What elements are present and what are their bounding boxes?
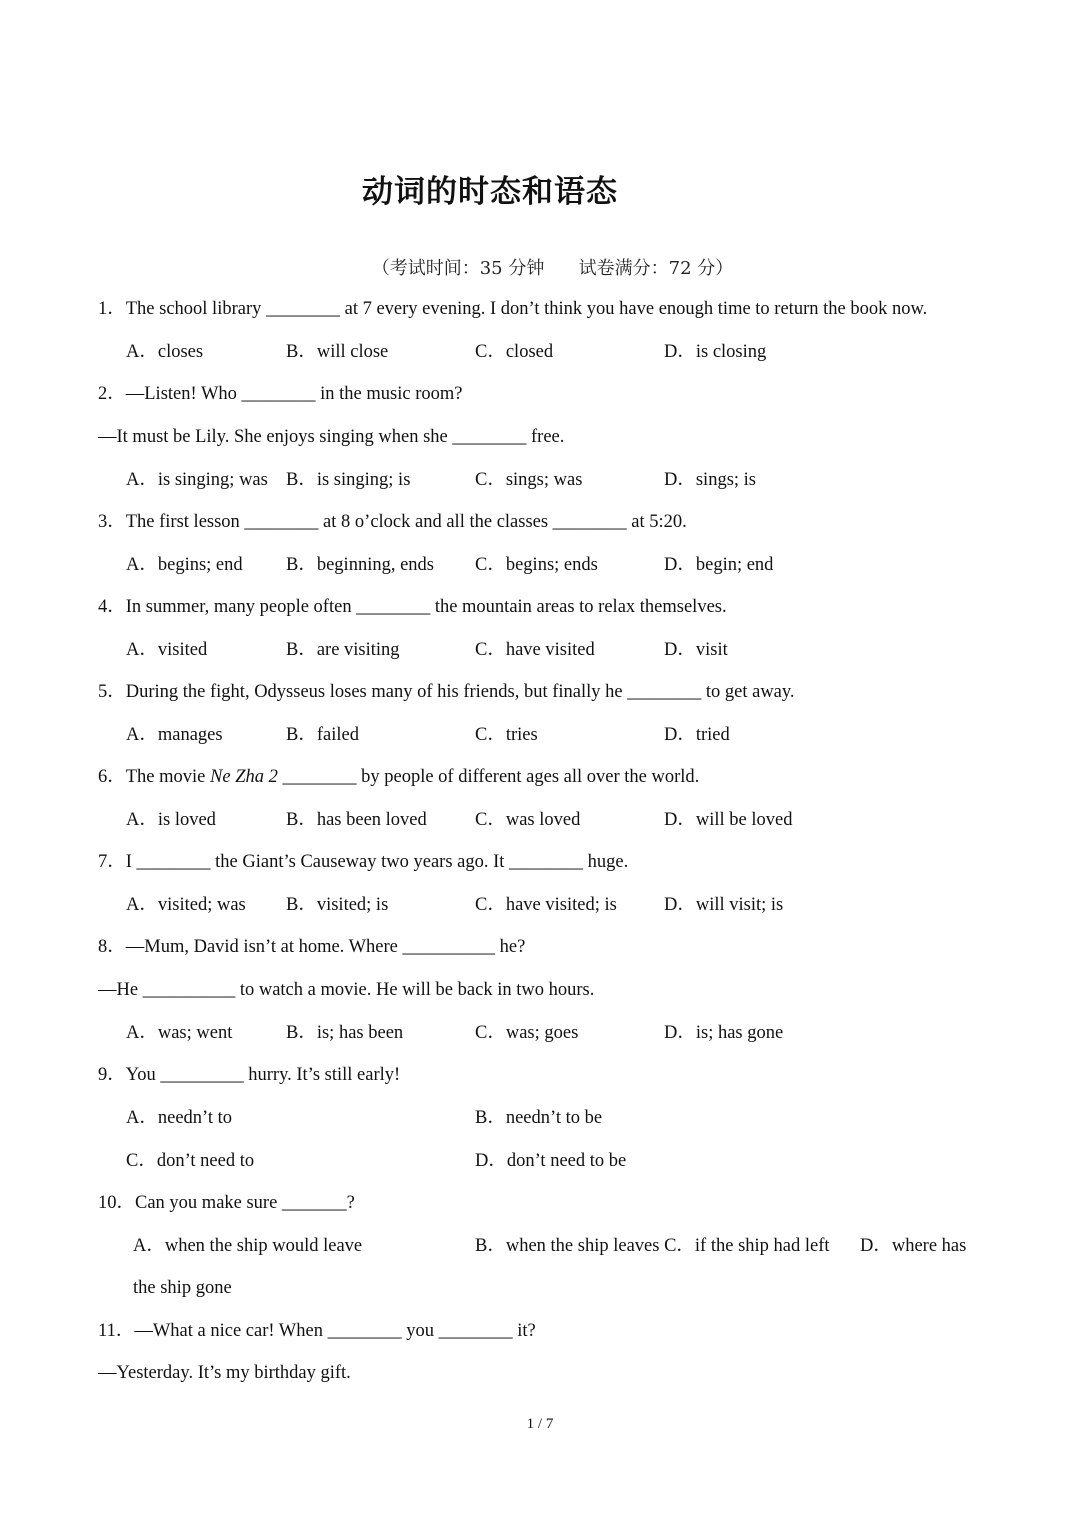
question-6-option-b: B．has been loved: [286, 810, 427, 830]
question-4-option-b: B．are visiting: [286, 640, 400, 660]
question-6-stem: [98, 765, 699, 789]
question-6-stem-end: ________ by people of different ages all over the world.: [277, 767, 700, 787]
movie-title: Ne Zha 2: [210, 767, 278, 787]
question-3-option-d: D．begin; end: [664, 555, 774, 575]
question-2-option-c: C．sings; was: [475, 470, 583, 490]
question-5-option-a: A．manages: [126, 725, 223, 745]
question-9-option-c: C．don’t need to: [126, 1151, 255, 1171]
exam-info: （考试时间：35 分钟 试卷满分：72 分）: [371, 258, 734, 279]
question-7-option-c: C．have visited; is: [475, 895, 617, 915]
question-10-option-b-c: B．when the ship leaves C．if the ship had left: [475, 1236, 830, 1256]
question-6-option-a: A．is loved: [126, 810, 216, 830]
question-8-option-a: A．was; went: [126, 1023, 233, 1043]
question-2-option-a: A．is singing; was: [126, 470, 268, 490]
question-10-option-d-continued: the ship gone: [133, 1278, 232, 1298]
question-4-option-a: A．visited: [126, 640, 208, 660]
page-number: 1 / 7: [526, 1416, 554, 1432]
question-4-option-c: C．have visited: [475, 640, 595, 660]
question-2-reply: —It must be Lily. She enjoys singing when she ________ free.: [98, 427, 565, 447]
question-6-stem-start: 6．The movie: [98, 767, 211, 787]
question-1-option-d: D．is closing: [664, 342, 767, 362]
question-8-option-d: D．is; has gone: [664, 1023, 784, 1043]
question-1-stem: 1．The school library ________ at 7 every evening. I don’t think you have enough time to return the book now.: [98, 299, 928, 319]
question-11-stem: 11．—What a nice car! When ________ you ________ it?: [98, 1321, 536, 1341]
question-10-option-d: D．where has: [860, 1236, 967, 1256]
page-title: 动词的时态和语态: [362, 174, 618, 210]
question-9-option-b: B．needn’t to be: [475, 1108, 603, 1128]
question-7-option-b: B．visited; is: [286, 895, 389, 915]
question-1-option-b: B．will close: [286, 342, 389, 362]
question-6-option-d: D．will be loved: [664, 810, 793, 830]
question-4-stem: 4．In summer, many people often ________ the mountain areas to relax themselves.: [98, 597, 727, 617]
question-9-stem: 9．You _________ hurry. It’s still early!: [98, 1065, 401, 1085]
question-6-option-c: C．was loved: [475, 810, 581, 830]
question-11-reply: —Yesterday. It’s my birthday gift.: [98, 1363, 351, 1383]
question-10-option-a: A．when the ship would leave: [133, 1236, 363, 1256]
question-8-option-c: C．was; goes: [475, 1023, 579, 1043]
question-8-stem: 8．—Mum, David isn’t at home. Where __________ he?: [98, 937, 526, 957]
question-7-option-a: A．visited; was: [126, 895, 246, 915]
question-3-stem: 3．The first lesson ________ at 8 o’clock and all the classes ________ at 5:20.: [98, 512, 687, 532]
question-10-stem: 10．Can you make sure _______?: [98, 1193, 355, 1213]
question-9-option-d: D．don’t need to be: [475, 1151, 627, 1171]
question-3-option-c: C．begins; ends: [475, 555, 598, 575]
question-3-option-b: B．beginning, ends: [286, 555, 434, 575]
question-4-option-d: D．visit: [664, 640, 728, 660]
question-8-reply: —He __________ to watch a movie. He will be back in two hours.: [98, 980, 595, 1000]
question-5-option-b: B．failed: [286, 725, 359, 745]
question-7-stem: 7．I ________ the Giant’s Causeway two years ago. It ________ huge.: [98, 852, 629, 872]
question-2-option-d: D．sings; is: [664, 470, 757, 490]
question-1-option-c: C．closed: [475, 342, 554, 362]
question-2-stem: 2．—Listen! Who ________ in the music room?: [98, 384, 463, 404]
question-9-option-a: A．needn’t to: [126, 1108, 233, 1128]
question-5-option-d: D．tried: [664, 725, 730, 745]
question-3-option-a: A．begins; end: [126, 555, 243, 575]
question-7-option-d: D．will visit; is: [664, 895, 784, 915]
question-1-option-a: A．closes: [126, 342, 204, 362]
question-5-stem: 5．During the fight, Odysseus loses many of his friends, but finally he ________ to get away.: [98, 682, 795, 702]
question-2-option-b: B．is singing; is: [286, 470, 411, 490]
question-8-option-b: B．is; has been: [286, 1023, 404, 1043]
question-5-option-c: C．tries: [475, 725, 538, 745]
